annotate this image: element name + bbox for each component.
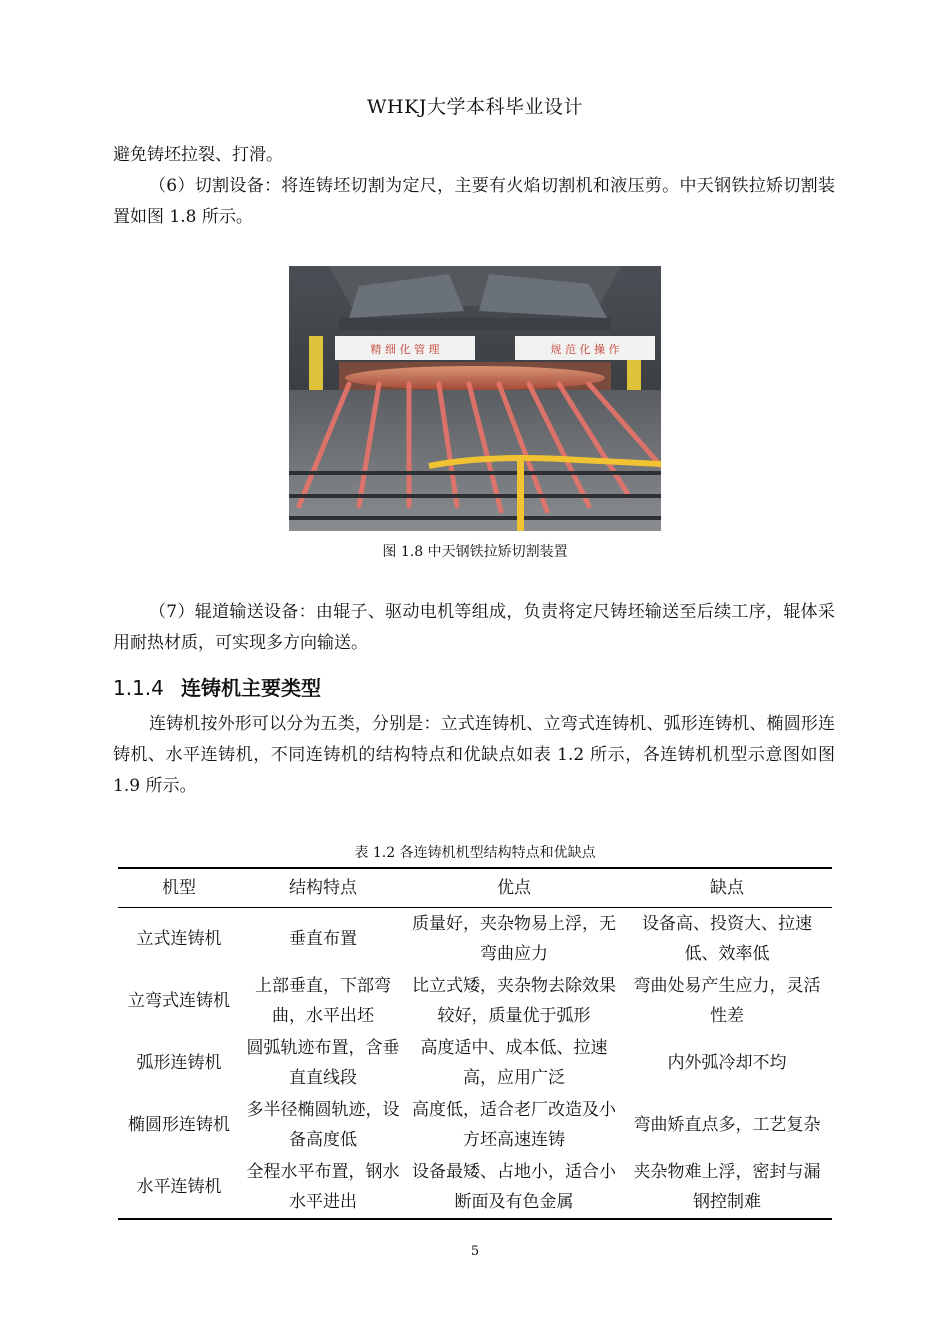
table-row (118, 1032, 832, 1094)
table-header-cell: 优点 (406, 868, 622, 908)
table-cell: 设备最矮、占地小，适合小断面及有色金属 (406, 1156, 622, 1219)
table-cell: 质量好，夹杂物易上浮，无弯曲应力 (412, 914, 616, 964)
paragraph-cutting-equipment: （6）切割设备：将连铸坯切割为定尺，主要有火焰切割机和液压剪。中天钢铁拉矫切割装置如图 1.8 所示。 (113, 176, 835, 227)
table-row (118, 1156, 832, 1219)
paragraph-roller-conveyor: （7）辊道输送设备：由辊子、驱动电机等组成，负责将定尺铸坯输送至后续工序，辊体采用耐热材质，可实现多方向输送。 (113, 602, 835, 653)
banner-right-text: 规 范 化 操 作 (550, 343, 620, 356)
table-cell: 立弯式连铸机 (128, 991, 230, 1011)
table-row (118, 970, 832, 1032)
table-header-cell: 缺点 (622, 868, 832, 908)
section-number: 1.1.4 (113, 676, 164, 700)
page-header: WHKJ大学本科毕业设计 (367, 96, 583, 118)
table-cell: 高度低，适合老厂改造及小方坯高速连铸 (412, 1100, 616, 1150)
table-cell: 比立式矮，夹杂物去除效果较好，质量优于弧形 (412, 976, 616, 1026)
figure-caption: 图 1.8 中天钢铁拉矫切割装置 (382, 544, 568, 560)
section-title: 连铸机主要类型 (181, 676, 321, 700)
banner-left-text: 精 细 化 管 理 (370, 343, 440, 356)
table-caption: 表 1.2 各连铸机机型结构特点和优缺点 (354, 845, 596, 861)
table-cell: 多半径椭圆轨迹，设备高度低 (246, 1100, 400, 1150)
page-number: 5 (470, 1244, 480, 1259)
table-row (118, 908, 832, 971)
table-cell: 垂直布置 (289, 929, 357, 949)
table-header-cell: 结构特点 (240, 868, 406, 908)
table-cell: 弧形连铸机 (136, 1053, 222, 1073)
caster-comparison-table (118, 867, 832, 1220)
table-header-cell: 机型 (118, 868, 240, 908)
table-header-row (118, 868, 832, 908)
table-cell: 圆弧轨迹布置，含垂直直线段 (246, 1038, 400, 1088)
section-heading (113, 672, 321, 701)
table-cell: 弯曲处易产生应力，灵活性差 (633, 976, 821, 1026)
paragraph-caster-types: 连铸机按外形可以分为五类，分别是：立式连铸机、立弯式连铸机、弧形连铸机、椭圆形连铸机、水平连铸机，不同连铸机的结构特点和优缺点如表 1.2 所示，各连铸机机型示意图如图 1.9 所示。 (113, 714, 835, 796)
table-cell: 弯曲矫直点多，工艺复杂 (633, 1115, 821, 1135)
table-cell: 内外弧冷却不均 (667, 1053, 787, 1073)
table-row (118, 1094, 832, 1156)
table-cell: 椭圆形连铸机 (128, 1115, 230, 1135)
table-cell: 高度适中、成本低、拉速高，应用广泛 (420, 1038, 608, 1088)
table-cell: 上部垂直，下部弯曲，水平出坯 (255, 976, 391, 1026)
table-cell: 夹杂物难上浮，密封与漏钢控制难 (622, 1156, 832, 1219)
table-cell: 水平连铸机 (118, 1156, 240, 1219)
table-cell: 全程水平布置，钢水水平进出 (240, 1156, 406, 1219)
table-cell: 立式连铸机 (136, 929, 222, 949)
figure-1-8-photo (289, 266, 661, 531)
paragraph-continuation: 避免铸坯拉裂、打滑。 (113, 145, 283, 165)
table-cell: 设备高、投资大、拉速低、效率低 (642, 914, 812, 964)
